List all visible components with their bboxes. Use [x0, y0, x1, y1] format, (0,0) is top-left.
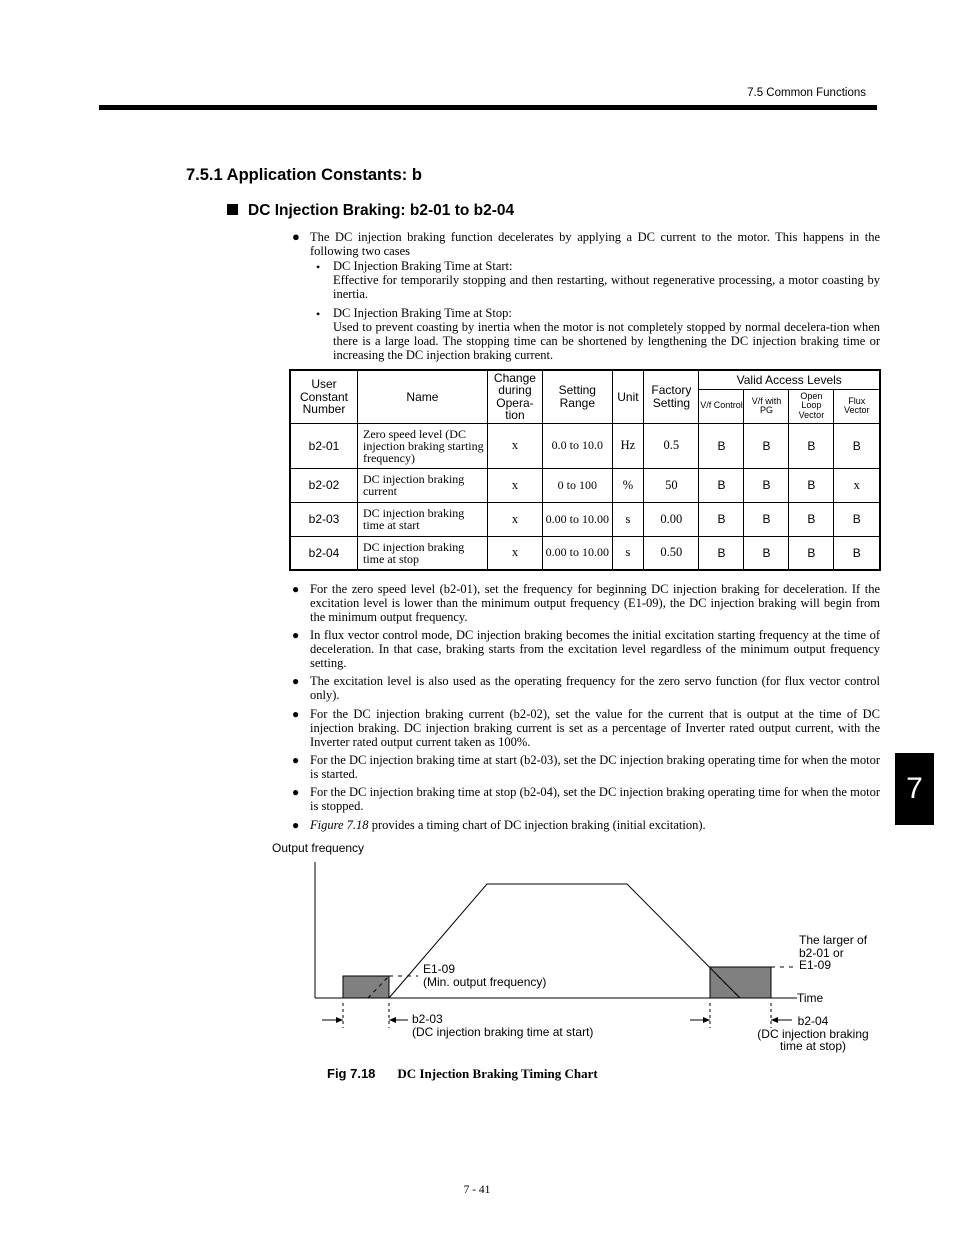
bullet-icon: ●	[292, 753, 300, 767]
e109-label	[423, 963, 546, 988]
bullet-icon: ●	[292, 582, 300, 596]
cell-factory: 50	[644, 468, 699, 502]
bullet-icon: ●	[292, 785, 300, 799]
header-factory: Factory Setting	[644, 370, 699, 423]
y-axis-label: Output frequency	[272, 841, 365, 855]
cell-unit: Hz	[612, 423, 644, 468]
larger-label-line2: b2-01 or	[799, 945, 844, 960]
header-flux: Flux Vector	[834, 389, 880, 423]
cell-olv: B	[789, 502, 834, 536]
cell-change: x	[487, 423, 542, 468]
cell-change: x	[487, 536, 542, 570]
b204-label-line1: b2-04	[797, 1014, 829, 1028]
bullet-time-stop: For the DC injection braking time at stop (b2-04), set the DC injection braking operating time for when the motor is stopped.	[310, 785, 880, 813]
header-vfpg: V/f with PG	[744, 389, 789, 423]
cell-factory: 0.50	[644, 536, 699, 570]
cell-vf: B	[699, 536, 744, 570]
bullet-icon: ●	[292, 628, 300, 642]
arrowhead-icon	[389, 1017, 396, 1023]
intro-paragraph: The DC injection braking function decelerates by applying a DC current to the motor. This happens in the following two cases	[310, 230, 880, 258]
header-valid-access: Valid Access Levels	[699, 370, 880, 389]
cell-flux: B	[834, 536, 880, 570]
intro-item-1-desc: Effective for temporarily stopping and then restarting, without regenerative processing, a motor coasting by inertia.	[333, 273, 880, 301]
header-range: Setting Range	[543, 370, 613, 423]
bullet-flux-vector: In flux vector control mode, DC injection braking becomes the initial excitation starting frequency at the time of deceleration. In that case, braking starts from the excitation level regardless of the minimum output frequency setting.	[310, 628, 880, 670]
cell-vf: B	[699, 502, 744, 536]
figure-reference: Figure 7.18	[310, 818, 369, 832]
intro-item-2-desc: Used to prevent coasting by inertia when the motor is not completely stopped by normal decelera-tion when there is a large load. The stopping time can be shortened by lengthening the DC injection braking time or increasing the DC injection braking current.	[333, 320, 880, 362]
cell-code: b2-01	[290, 423, 357, 468]
figure-caption	[327, 1066, 598, 1082]
cell-olv: B	[789, 423, 834, 468]
bullet-current: For the DC injection braking current (b2-02), set the value for the current that is output at the time of DC injection braking. DC injection braking current is set as a percentage of Inverter rated output current, with the Inverter rated output current taken as 100%.	[310, 707, 880, 749]
bullet-icon: ●	[292, 818, 300, 832]
cell-factory: 0.5	[644, 423, 699, 468]
cell-vfpg: B	[744, 536, 789, 570]
intro-item-2-title: DC Injection Braking Time at Stop:	[333, 306, 512, 320]
subsection-title-text: DC Injection Braking: b2-01 to b2-04	[248, 202, 515, 219]
figure-number: Fig 7.18	[327, 1066, 376, 1081]
cell-name: DC injection braking time at stop	[357, 536, 487, 570]
larger-label-line1: The larger of	[799, 933, 868, 947]
cell-name: DC injection braking time at start	[357, 502, 487, 536]
cell-name: DC injection braking current	[357, 468, 487, 502]
braking-block-start	[343, 976, 389, 998]
cell-olv: B	[789, 536, 834, 570]
chapter-tab: 7	[895, 753, 934, 825]
figure-title: DC Injection Braking Timing Chart	[397, 1066, 598, 1081]
header-vf: V/f Control	[699, 389, 744, 423]
bullet-time-start: For the DC injection braking time at start (b2-03), set the DC injection braking operating time for when the motor is started.	[310, 753, 880, 781]
b203-label-line2: (DC injection braking time at start)	[412, 1024, 594, 1039]
arrowhead-icon	[703, 1017, 710, 1023]
cell-unit: s	[612, 536, 644, 570]
running-header: 7.5 Common Functions	[747, 87, 866, 99]
sub-bullet-icon: •	[316, 307, 321, 321]
section-title: 7.5.1 Application Constants: b	[186, 166, 422, 184]
bullet-icon: ●	[292, 229, 300, 244]
cell-unit: %	[612, 468, 644, 502]
b204-label	[753, 1015, 873, 1053]
e109-label-line2: (Min. output frequency)	[423, 974, 547, 989]
cell-code: b2-03	[290, 502, 357, 536]
cell-vfpg: B	[744, 468, 789, 502]
intro-item-1-title: DC Injection Braking Time at Start:	[333, 259, 513, 273]
cell-range: 0.00 to 10.00	[543, 502, 613, 536]
cell-flux: B	[834, 502, 880, 536]
b203-label-line1: b2-03	[412, 1012, 443, 1026]
sub-bullet-icon: •	[316, 260, 321, 274]
cell-change: x	[487, 502, 542, 536]
bullet-excitation: The excitation level is also used as the operating frequency for the zero servo function (for flux vector control only).	[310, 674, 880, 702]
cell-flux: x	[834, 468, 880, 502]
header-olv: Open Loop Vector	[789, 389, 834, 423]
bullet-zero-speed: For the zero speed level (b2-01), set the frequency for beginning DC injection braking for deceleration. If the excitation level is lower than the minimum output frequency (E1-09), the DC injection braking will begin from the minimum output frequency.	[310, 582, 880, 624]
bullet-icon: ●	[292, 707, 300, 721]
cell-range: 0.00 to 10.00	[543, 536, 613, 570]
cell-code: b2-04	[290, 536, 357, 570]
e109-label-line1: E1-09	[423, 962, 456, 976]
header-user-constant: User Constant Number	[290, 370, 357, 423]
b203-label	[412, 1013, 593, 1038]
cell-vf: B	[699, 468, 744, 502]
cell-name: Zero speed level (DC injection braking starting frequency)	[357, 423, 487, 468]
header-change: Change during Opera-tion	[487, 370, 542, 423]
time-label: Time	[797, 991, 824, 1005]
cell-unit: s	[612, 502, 644, 536]
bullet-icon: ●	[292, 674, 300, 688]
cell-flux: B	[834, 423, 880, 468]
cell-range: 0.0 to 10.0	[543, 423, 613, 468]
larger-label	[799, 934, 867, 972]
figure-reference-text: provides a timing chart of DC injection braking (initial excitation).	[368, 818, 706, 832]
page-number: 7 - 41	[463, 1184, 491, 1196]
header-name: Name	[357, 370, 487, 423]
cell-olv: B	[789, 468, 834, 502]
cell-vf: B	[699, 423, 744, 468]
cell-change: x	[487, 468, 542, 502]
cell-factory: 0.00	[644, 502, 699, 536]
cell-vfpg: B	[744, 502, 789, 536]
b204-label-line2: (DC injection braking	[757, 1026, 869, 1041]
arrowhead-icon	[336, 1017, 343, 1023]
larger-label-line3: E1-09	[799, 958, 832, 972]
cell-vfpg: B	[744, 423, 789, 468]
cell-code: b2-02	[290, 468, 357, 502]
braking-block-stop	[710, 967, 771, 998]
b204-label-line3: time at stop)	[779, 1039, 847, 1053]
cell-range: 0 to 100	[543, 468, 613, 502]
header-unit: Unit	[612, 370, 644, 423]
